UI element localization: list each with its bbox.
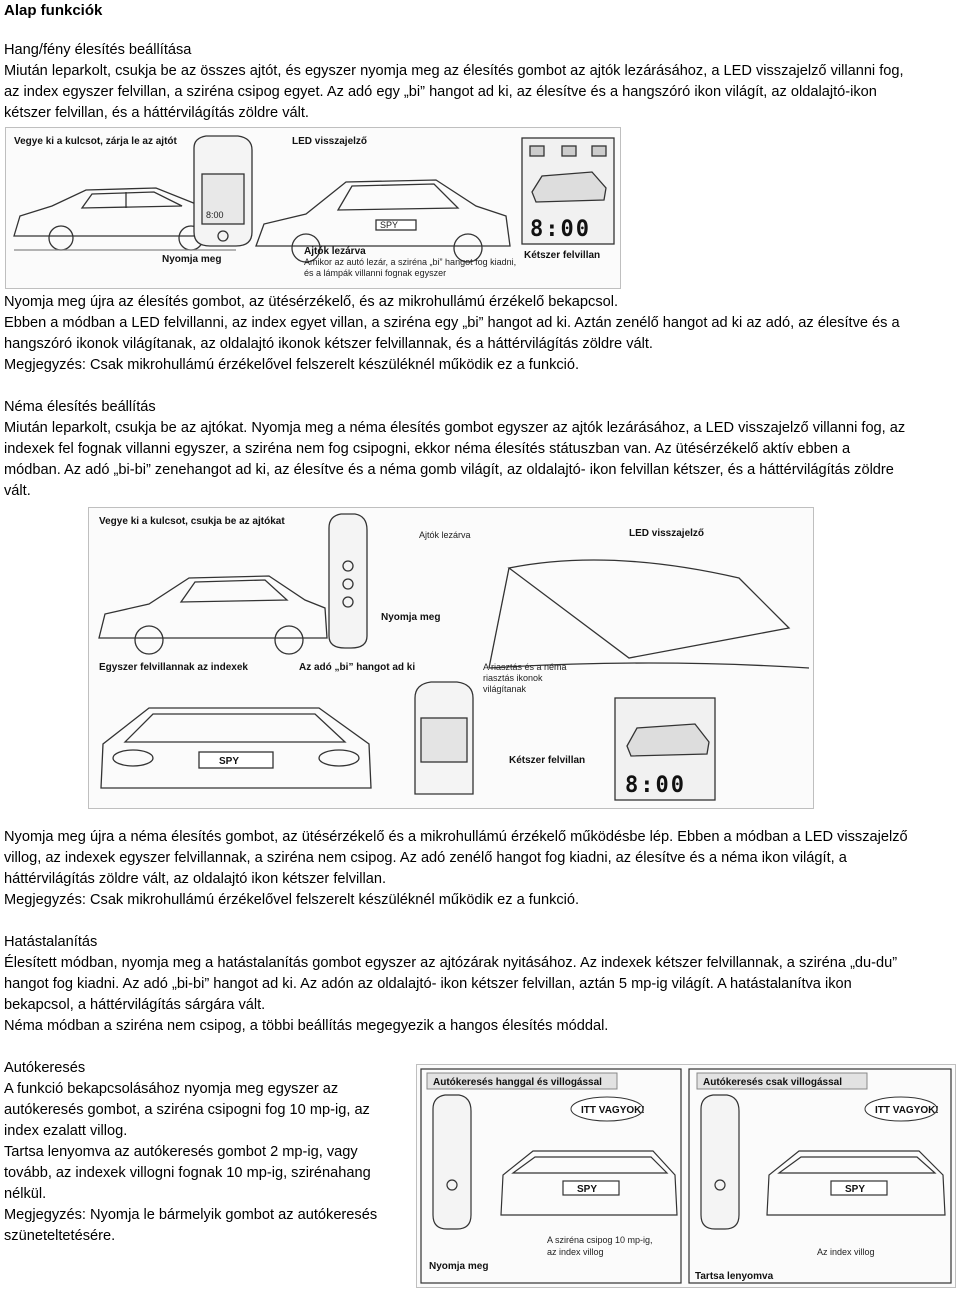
paragraph-line: Ebben a módban a LED felvillanni, az index egyet villan, a sziréna egy „bi” hangot ad ki. Aztán zenélő hangot ad ki az adó, az élesítve és a	[4, 315, 900, 331]
bi-sound-label: Az adó „bi” hangot ad ki	[299, 662, 416, 673]
paragraph-line: Nyomja meg újra az élesítés gombot, az ütésérzékelő, és az mikrohullámú érzékelő bekapcsol.	[4, 294, 619, 310]
left-panel-title: Autókeresés hanggal és villogással	[433, 1077, 602, 1088]
icons-label: A riasztás és a néma	[483, 662, 567, 672]
paragraph-line: villog, az indexek egyszer felvillannak, a sziréna nem csipog. Az adó zenélő hangot fog kiadni, az élesítve és a néma ikon világít, a	[4, 850, 847, 866]
paragraph-line: vált.	[4, 483, 31, 499]
itt-vagyok-bubble: ITT VAGYOK!	[581, 1105, 645, 1116]
section-heading: Autókeresés	[4, 1060, 86, 1076]
paragraph-line: Megjegyzés: Csak mikrohullámú érzékelővel felszerelt készüléknél működik ez a funkció.	[4, 892, 580, 908]
twice-flash-label: Kétszer felvillan	[509, 755, 586, 766]
remote-transmitter	[701, 1095, 739, 1229]
figure-arming-illustration	[5, 127, 621, 289]
figure-caption: Vegye ki a kulcsot, zárja le az ajtót	[14, 136, 177, 147]
lcd-time: 8:00	[625, 773, 686, 798]
car-front-illustration	[101, 708, 371, 788]
plate-text: SPY	[577, 1184, 598, 1195]
doors-locked-label: Ajtók lezárva	[419, 530, 471, 540]
doors-locked-label: Ajtók lezárva	[304, 246, 366, 257]
car-illustration	[99, 576, 327, 654]
paragraph-line: bekapcsol, a háttérvilágítás sárgára vált.	[4, 997, 266, 1013]
paragraph-line: hangszóró ikonok világítanak, az oldalajtó ikonok kétszer felvillannak, és a háttérvilágítás zöldre vált.	[4, 336, 653, 352]
paragraph-line: index ezalatt villog.	[4, 1123, 128, 1139]
paragraph-line: kétszer felvillan, és a háttérvilágítás zöldre vált.	[4, 105, 309, 121]
paragraph-line: Néma módban a sziréna nem csipog, a többi beállítás megegyezik a hangos élesítés móddal.	[4, 1018, 609, 1034]
desc-line: és a lámpák villanni fognak egyszer	[304, 268, 447, 278]
index-only-label: Az index villog	[817, 1247, 875, 1257]
paragraph-line: módban. Az adó „bi-bi” zenehangot ad ki, az élesítve és a néma gomb világít, az oldalajtó- ikon felvillan kétszer, és a háttérvilágítás zöldre	[4, 462, 894, 478]
siren-label: A sziréna csipog 10 mp-ig,	[547, 1235, 653, 1245]
paragraph-line: Nyomja meg újra a néma élesítés gombot, az ütésérzékelő és a mikrohullámú érzékelő működésbe lép. Ebben a módban a LED visszajelző	[4, 829, 908, 845]
plate-text: SPY	[219, 756, 240, 767]
remote-transmitter	[329, 514, 367, 648]
car-front-illustration	[501, 1151, 677, 1215]
car-front-illustration	[767, 1151, 945, 1215]
paragraph-line: Megjegyzés: Nyomja le bármelyik gombot az autókeresés	[4, 1207, 378, 1223]
section-heading: Néma élesítés beállítás	[4, 399, 156, 415]
lcd-time: 8:00	[530, 217, 591, 242]
lcd-mini: 8:00	[206, 210, 224, 220]
press-label: Nyomja meg	[162, 254, 222, 265]
paragraph-line: szüneteltetésére.	[4, 1228, 116, 1244]
paragraph-line: Miután leparkolt, csukja be az összes ajtót, és egyszer nyomja meg az élesítés gombot az ajtók lezárásához, a LED visszajelző villanni fog,	[4, 63, 904, 79]
indexes-flash-label: Egyszer felvillannak az indexek	[99, 662, 248, 673]
desc-line: Amikor az autó lezár, a sziréna „bi” hangot fog kiadni,	[304, 257, 517, 267]
twice-flash-label: Kétszer felvillan	[524, 250, 601, 261]
figure-caption: Vegye ki a kulcsot, csukja be az ajtókat	[99, 516, 285, 527]
figure-silent-arming-illustration	[88, 507, 814, 809]
itt-vagyok-bubble: ITT VAGYOK!	[875, 1105, 939, 1116]
paragraph-line: Élesített módban, nyomja meg a hatástalanítás gombot egyszer az ajtózárak nyitásához. Az indexek kétszer felvillannak, a sziréna „du-du”	[4, 955, 898, 971]
press-label: Nyomja meg	[381, 612, 441, 623]
paragraph-line: háttérvilágítás zöldre vált, az oldalajtó ikon kétszer felvillan.	[4, 871, 387, 887]
plate-text: SPY	[845, 1184, 866, 1195]
page-title: Alap funkciók	[4, 2, 103, 19]
icons-label: világítanak	[483, 684, 527, 694]
paragraph-line: Miután leparkolt, csukja be az ajtókat. Nyomja meg a néma élesítés gombot egyszer az ajtók lezárásához, a LED visszajelző villanni fog, az	[4, 420, 906, 436]
paragraph-line: az index egyszer felvillan, a sziréna csipog egyet. Az adó egy „bi” hangot ad ki, az élesítve és a hangszóró ikon világít, az oldalajtó-ikon	[4, 84, 877, 100]
figure-car-search-illustration	[416, 1064, 956, 1288]
paragraph-line: tovább, az indexek villogni fognak 10 mp-ig, szirénahang	[4, 1165, 371, 1181]
paragraph-line: nélkül.	[4, 1186, 47, 1202]
remote-transmitter	[194, 136, 252, 246]
paragraph-line: indexek fel fognak villanni egyszer, a sziréna nem fog csipogni, ekkor néma élesítés státuszban van. Az ütésérzékelő aktív ebben a	[4, 441, 851, 457]
paragraph-line: Tartsa lenyomva az autókeresés gombot 2 mp-ig, vagy	[4, 1144, 358, 1160]
paragraph-line: Megjegyzés: Csak mikrohullámú érzékelővel felszerelt készüléknél működik ez a funkció.	[4, 357, 580, 373]
siren-label: az index villog	[547, 1247, 604, 1257]
remote-transmitter	[433, 1095, 471, 1229]
led-label: LED visszajelző	[629, 528, 705, 539]
led-label: LED visszajelző	[292, 136, 368, 147]
remote-transmitter-large	[415, 682, 473, 794]
section-heading: Hang/fény élesítés beállítása	[4, 42, 192, 58]
right-panel-title: Autókeresés csak villogással	[703, 1077, 842, 1088]
paragraph-line: autókeresés gombot, a sziréna csipogni fog 10 mp-ig, az	[4, 1102, 370, 1118]
plate-text: SPY	[380, 220, 399, 230]
hold-label: Tartsa lenyomva	[695, 1271, 774, 1282]
paragraph-line: A funkció bekapcsolásához nyomja meg egyszer az	[4, 1081, 339, 1097]
icons-label: riasztás ikonok	[483, 673, 543, 683]
press-label: Nyomja meg	[429, 1261, 489, 1272]
car-window-illustration	[489, 560, 809, 668]
section-heading: Hatástalanítás	[4, 934, 98, 950]
paragraph-line: hangot fog kiadni. Az adó „bi-bi” hangot ad ki. Az adón az oldalajtó- ikon kétszer felvillan, aztán 5 mp-ig világít. A hatástalanítva ikon	[4, 976, 852, 992]
